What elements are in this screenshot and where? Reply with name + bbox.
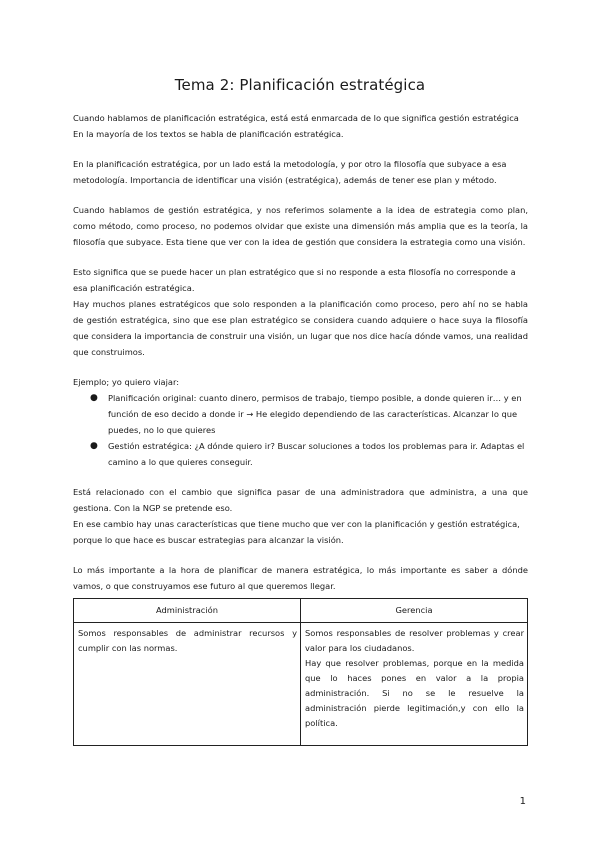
table-cell-administracion <box>74 623 301 746</box>
list-item <box>73 438 528 470</box>
paragraph-6: Lo más importante a la hora de planificar de manera estratégica, lo más importante es saber a dónde vamos, o que construyamos ese futuro al que queremos llegar. <box>73 565 528 591</box>
table-row <box>74 623 528 746</box>
bullet-icon: ● <box>90 441 98 451</box>
paragraph-5b: En ese cambio hay unas características que tiene mucho que ver con la planificación y gestión estratégica, porque lo que hace es buscar estrategias para alcanzar la visión. <box>73 519 520 545</box>
paragraph-1: Cuando hablamos de planificación estratégica, está está enmarcada de lo que significa gestión estratégica En la mayoría de los textos se habla de planificación estratégica. <box>73 113 519 139</box>
table-header-administracion: Administración <box>74 599 301 623</box>
list-item-text: Gestión estratégica: ¿A dónde quiero ir? Buscar soluciones a todos los problemas para ir. Adaptas el camino a lo que quieres conseguir. <box>108 441 525 467</box>
document-body <box>73 110 528 608</box>
table-cell-gerencia <box>301 623 528 746</box>
cell-text: Hay que resolver problemas, porque en la medida que lo haces pones en valor a la propia administración. Si no se le resuelve la administración pierde legitimación,y con ello la política. <box>305 658 524 728</box>
cell-text: Somos responsables de resolver problemas y crear valor para los ciudadanos. <box>305 628 524 653</box>
comparison-table <box>73 598 528 746</box>
paragraph-4a: Esto significa que se puede hacer un plan estratégico que si no responde a esta filosofía no corresponde a esa planificación estratégica. <box>73 267 516 293</box>
list-item-text: Planificación original: cuanto dinero, permisos de trabajo, tiempo posible, a donde quieren ir… y en función de eso decido a donde ir → He elegido dependiendo de las características. Alcanzar lo que puedes, no lo que quieres <box>108 393 522 435</box>
paragraph-5a: Está relacionado con el cambio que significa pasar de una administradora que administra, a una que gestiona. Con la NGP se pretende eso. <box>73 487 528 513</box>
table-header-gerencia: Gerencia <box>301 599 528 623</box>
example-list <box>73 390 528 470</box>
document-title: Tema 2: Planificación estratégica <box>174 76 426 94</box>
bullet-icon: ● <box>90 393 98 403</box>
page-number: 1 <box>519 796 526 807</box>
paragraph-2: En la planificación estratégica, por un lado está la metodología, y por otro la filosofía que subyace a esa metodología. Importancia de identificar una visión (estratégica), además de tener ese plan y método. <box>73 159 507 185</box>
cell-text: Somos responsables de administrar recursos y cumplir con las normas. <box>78 628 297 653</box>
example-intro: Ejemplo; yo quiero viajar: <box>73 377 180 387</box>
table-header-row <box>74 599 528 623</box>
paragraph-4b: Hay muchos planes estratégicos que solo responden a la planificación como proceso, pero ahí no se habla de gestión estratégica, sino que ese plan estratégico se considera cuando adquiere o hace suya la filosofía que considera la importancia de construir una visión, un lugar que nos dice hacía dónde vamos, una realidad que construimos. <box>73 299 528 357</box>
paragraph-3: Cuando hablamos de gestión estratégica, y nos referimos solamente a la idea de estrategia como plan, como método, como proceso, no podemos olvidar que existe una dimensión más amplia que es la teoría, la filosofía que subyace. Esta tiene que ver con la idea de gestión que considera la estrategia como una visión. <box>73 205 528 247</box>
list-item <box>73 390 528 438</box>
